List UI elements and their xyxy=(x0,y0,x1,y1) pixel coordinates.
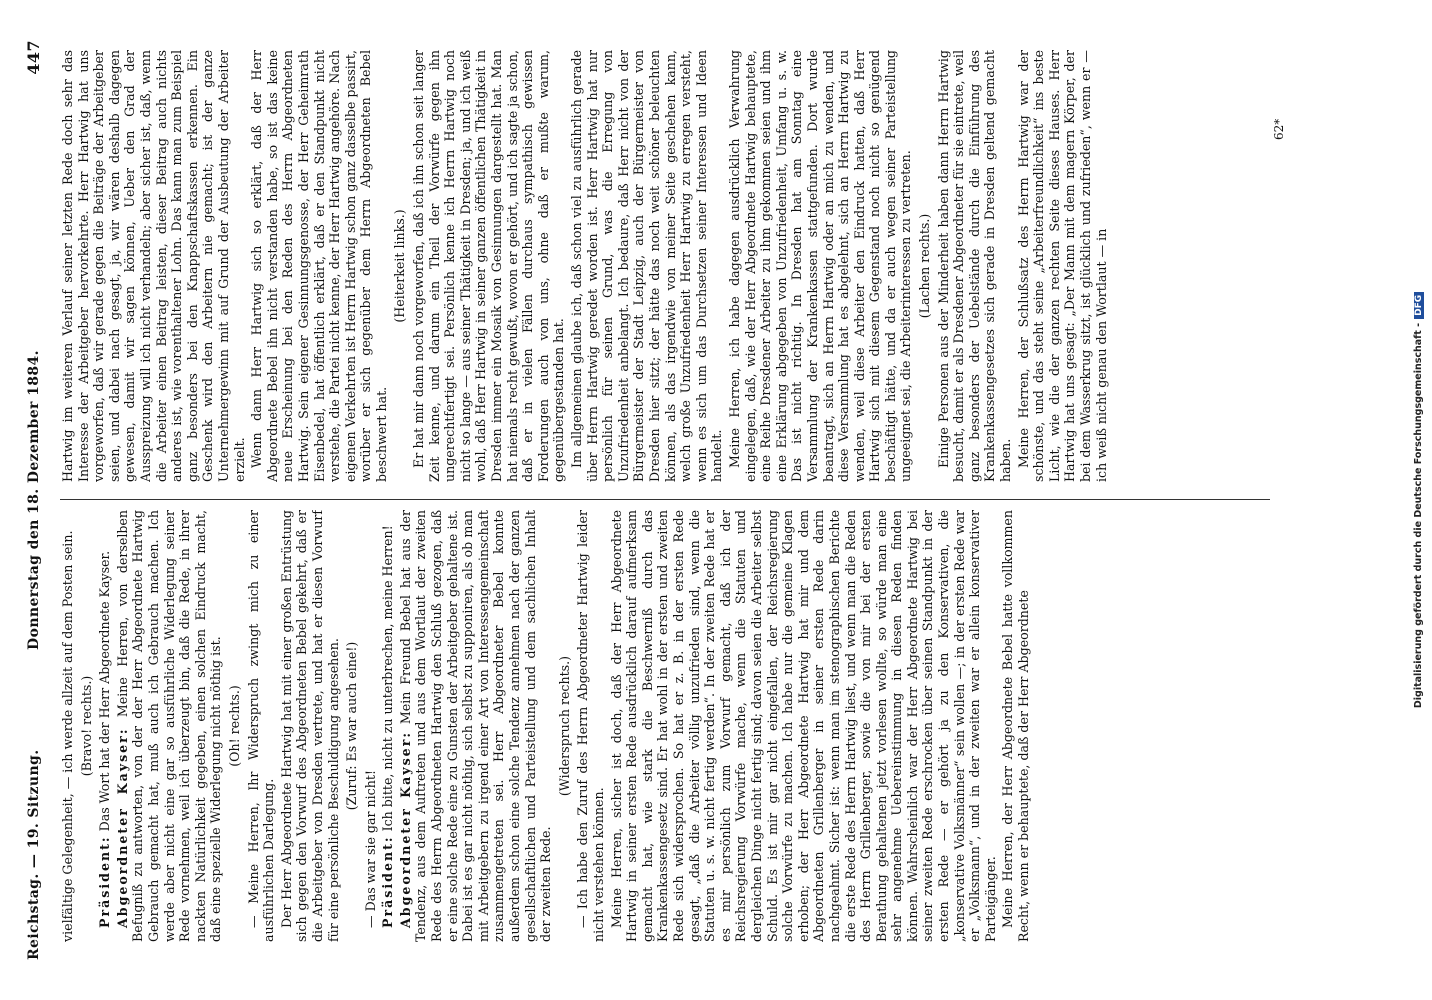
paragraph xyxy=(363,510,379,942)
paragraph-text: (Heiterkeit links.) xyxy=(392,209,408,323)
paragraph xyxy=(575,510,606,942)
paragraph xyxy=(249,50,389,482)
paragraph-text: Mein Freund Bebel hat aus der Tendenz, aus dem Auftreten und aus dem Wortlaut der zweiten Rede des Herrn Abgeordneten Hartwig den Schluß gezogen, daß er eine solche Rede eine zu Gunsten der Arbeitgeber gehaltene ist. Dabei ist es gar nicht nöthig, sich selbst zu supponiren, als ob man mit Arbeitgebern zu irgend einer Art von Interessengemeinschaft zusammengetreten sei. Herr Abgeordneter Bebel konnte außerdem schon eine solche Tendenz annehmen nach der ganzen gesellschaftlichen und Parteistellung und dem sachlichen Inhalt der zweiten Rede. xyxy=(397,510,554,942)
paragraph-text: (Zuruf: Es war auch eine!) xyxy=(344,641,360,811)
paragraph xyxy=(727,50,914,482)
paragraph xyxy=(398,510,554,942)
paragraph xyxy=(380,510,396,942)
header-session: Reichstag. — 19. Sitzung. xyxy=(26,749,42,960)
dfg-logo: DFG xyxy=(1414,292,1424,319)
paragraph-text: Ich bitte, nicht zu unterbrechen, meine Herren! xyxy=(380,525,396,836)
speaker-label: Präsident: xyxy=(97,835,113,928)
paragraph-text: Das Wort hat der Herr Abgeordnete Kayser. xyxy=(97,550,113,836)
paragraph xyxy=(936,50,1014,482)
left-text-column xyxy=(60,510,1270,942)
speaker-label: Abgeordneter Kayser: xyxy=(397,731,413,928)
paragraph xyxy=(246,510,277,942)
paragraph xyxy=(1000,510,1031,942)
running-header xyxy=(18,40,52,960)
column-rule xyxy=(60,499,1270,500)
paragraph-text: Meine Herren, von derselben Befugniß zu antworten, von der der Herr Abgeordnete Hartwig Gebrauch gemacht hat, muß auch ich Gebrauch machen. Ich werde aber nicht eine gar so ausführliche Widerlegung seiner Rede vornehmen, weil ich überzeugt bin, daß die Rede, in ihrer nackten Natürlichkeit gegeben, einen solchen Eindruck macht, daß eine spezielle Widerlegung nicht nöthig ist. xyxy=(114,510,224,942)
paragraph xyxy=(97,510,113,942)
interjection xyxy=(917,50,933,482)
page-number: 447 xyxy=(24,40,43,75)
paragraph-text: (Lachen rechts.) xyxy=(917,213,933,319)
speaker-label: Abgeordneter Kayser: xyxy=(114,727,130,928)
paragraph-text: (Widerspruch rechts.) xyxy=(556,655,572,797)
paragraph xyxy=(1016,50,1110,482)
paragraph-text: vielfältige Gelegenheit, — ich werde allzeit auf dem Posten sein. xyxy=(60,530,75,942)
paragraph-text: Meine Herren, ich habe dagegen ausdrücklich Verwahrung eingelegen, daß, wie der Herr Abgeordnete Hartwig behauptete, eine Reihe Dresdener Arbeiter zu ihm gekommen seien und ihm eine Erklärung abgegeben von Unzufriedenheit, Umfang u. s. w. Das ist nicht richtig. In Dresden hat am Sonntag eine Versammlung der Krankenkassen stattgefunden. Dort wurde beantragt, sich an Herrn Hartwig oder an mich zu wenden, und diese Versammlung hat es abgelehnt, sich an Herrn Hartwig zu wenden, weil diese Arbeiter den Eindruck hatten, daß Herr Hartwig sich mit diesem Gegenstand noch nicht so genügend beschäftigt hätte, und da er auch wegen seiner Parteistellung ungeeignet sei, die Arbeiterinteressen zu vertreten. xyxy=(726,50,914,482)
paragraph xyxy=(60,50,247,482)
paragraph-text: Einige Personen aus der Minderheit haben dann Herrn Hartwig besucht, damit er als Dresdener Abgeordneter für sie eintrete, weil ganz besonders der Uebelstände durch die Einführung des Krankenkassengesetzes sich gerade in Dresden geltend gemacht haben. xyxy=(935,50,1014,482)
header-date: Donnerstag den 18. Dezember 1884. xyxy=(26,350,42,650)
folio-mark: 62* xyxy=(1272,118,1286,140)
paragraph-text: — Meine Herren, Ihr Widerspruch zwingt mich zu einer ausführlichen Darlegung. xyxy=(245,510,277,942)
paragraph xyxy=(60,510,76,942)
paragraph xyxy=(569,50,725,482)
paragraph-text: Wenn dann Herr Hartwig sich so erklärt, daß der Herr Abgeordnete Bebel ihn nicht verstanden habe, so ist das keine neue Erscheinung bei den Reden des Herrn Abgeordneten Hartwig. Sein eigener Gesinnungsgenosse, der Herr Geheimrath Eisenbedel, hat öffentlich erklärt, daß er den Standpunkt nicht verstehe, die Partei nicht kenne, der Herr Hartwig angehöre. Nach eigenen Verkehrten ist Herrn Hartwig schon ganz dasselbe passirt, worüber er sich gegenüber dem Herrn Abgeordneten Bebel beschwert hat. xyxy=(249,50,389,482)
digitization-credit-text: Digitalisierung gefördert durch die Deutsche Forschungsgemeinschaft - xyxy=(1413,322,1424,709)
interjection xyxy=(79,510,95,942)
paragraph-text: (Oh! rechts.) xyxy=(226,685,242,767)
paragraph-text: Meine Herren, der Schlußsatz des Herrn Hartwig war der schönste, und das steht seine „Arbeiterfreundlichkeit“ ins beste Licht, wie die der ganzen rechten Seite dieses Hauses. Herr Hartwig hat uns gesagt: „Der Mann mit dem magern Körper, der bei dem Wasserkrug sitzt, ist glücklich und zufrieden“, wenn er — ich weiß nicht genau den Wortlaut — in xyxy=(1015,50,1109,482)
paragraph-text: (Bravo! rechts.) xyxy=(78,675,94,777)
right-text-column xyxy=(60,50,1270,482)
paragraph xyxy=(609,510,999,942)
digitization-credit xyxy=(1413,0,1424,1000)
paragraph xyxy=(279,510,341,942)
paragraph-text: Meine Herren, der Herr Abgeordnete Bebel hatte vollkommen Recht, wenn er behauptete, daß der Herr Abgeordnete xyxy=(1000,510,1032,942)
paragraph-text: Er hat mir dann noch vorgeworfen, daß ich ihn schon seit langer Zeit kenne, und darum ein Theil der Vorwürfe gegen ihn ungerechtfertigt sei. Persönlich kenne ich Herrn Hartwig noch nicht so lange — aus seiner Thätigkeit in Dresden; ja, und ich weiß wohl, daß Herr Hartwig in seiner ganzen öffentlichen Thätigkeit in Dresden immer ein Mosaik von Gesinnungen dargestellt hat. Man hat niemals recht gewußt, wovon er gehört, und ich sagte ja schon, daß er in vielen Fällen durchaus sympathisch gewissen Forderungen auch von uns, ohne daß er mußte warum, gegenübergestanden hat. xyxy=(411,50,567,482)
interjection xyxy=(557,510,573,942)
interjection xyxy=(227,510,243,942)
paragraph-text: — Ich habe den Zuruf des Herrn Abgeordneter Hartwig leider nicht verstehen können. xyxy=(575,510,606,942)
paragraph-text: Meine Herren, sicher ist doch, daß der Herr Abgeordnete Hartwig in seiner ersten Rede ausdrücklich darauf aufmerksam gemacht hat, wie stark die Beschwerniß durch das Krankenkassengesetz sind. Er hat wohl in der ersten und zweiten Rede sich widersprochen. So hat er z. B. in der ersten Rede gesagt, „daß die Arbeiter völlig unzufrieden sind, wenn die Statuten u. s. w. nicht fertig werden“. In der zweiten Rede hat er es mir persönlich zum Vorwurf gemacht, daß ich der Reichsregierung Vorwürfe mache, wenn die Statuten und dergleichen Dinge nicht fertig sind; davon seien die Arbeiter selbst Schuld. Es ist mir gar nicht eingefallen, der Reichsregierung solche Vorwürfe zu machen. Ich habe nur die gemeine Klagen erhoben; der Herr Abgeordnete Hartwig hat mir und dem Abgeordneten Grillenberger in seiner ersten Rede darin nachgeahmt. Sicher ist: wenn man im stenographischen Berichte die erste Rede des Herrn Hartwig liest, und wenn man die Reden des Herrn Grillenberger, sowie die von mir bei der ersten Berathung gehaltenen jetzt vorlesen wollte, so würde man eine sehr angenehme Uebereinstimmung in diesen Reden finden können. Wahrscheinlich war der Herr Abgeordnete Hartwig bei seiner zweiten Rede erschrocken über seinen Standpunkt in der ersten Rede — er gehört ja zu den Konservativen, die „konservative Volksmänner“ sein wollen —; in der ersten Rede war er „Volksmann“, und in der zweiten war er allein konservativer Parteigänger. xyxy=(608,510,998,942)
paragraph-text: Hartwig im weiteren Verlauf seiner letzten Rede doch sehr das Interesse der Arbeitgeber hervorkehrte. Herr Hartwig hat uns vorgeworfen, daß wir gerade gegen die Beiträge der Arbeitgeber seien, und dabei nach gesagt, ja, wir wären deshalb dagegen gewesen, damit wir sagen können, Ueber den Grad der Ausspreizung will ich nicht verhandeln; aber sicher ist, daß, wenn die Arbeiter einen Beitrag leisten, dieser Beitrag auch nichts anderes ist, wie vorenthaltener Lohn. Das kann man zum Beispiel ganz besonders bei den Knappschaftskassen erkennen. Ein Geschenk wird den Arbeitern nie gemacht; ist der ganze Unternehmergewinn mit auf Grund der Ausbeutung der Arbeiter erzielt. xyxy=(60,50,247,482)
paragraph xyxy=(411,50,567,482)
paragraph-text: Im allgemeinen glaube ich, daß schon viel zu ausführlich gerade über Herrn Hartwig geredet worden ist. Herr Hartwig hat nur persönlich für seinen Grund, was die Erregung von Unzufriedenheit anbelangt. Ich bedaure, daß Herr nicht von der Bürgermeister der Stadt Leipzig, auch der Bürgermeister von Dresden hier sitzt; der hätte das noch weit schöner beleuchten können, als das irgendwie von meiner Seite geschehen kann, welch große Unzufriedenheit Herr Hartwig zu erregen versteht, wenn es sich um das Durchsetzen seiner Interessen und Ideen handelt. xyxy=(569,50,725,482)
paragraph-text: Der Herr Abgeordnete Hartwig hat mit einer großen Entrüstung sich gegen den Vorwurf des Abgeordneten Bebel gekehrt, daß er die Arbeitgeber von Dresden vertrete, und hat er diesen Vorwurf für eine persönliche Beschuldigung angesehen. xyxy=(278,510,341,942)
interjection xyxy=(344,510,360,942)
paragraph xyxy=(115,510,224,942)
interjection xyxy=(392,50,408,482)
paragraph-text: — Das war sie gar nicht! xyxy=(362,770,378,928)
speaker-label: Präsident: xyxy=(380,835,396,928)
